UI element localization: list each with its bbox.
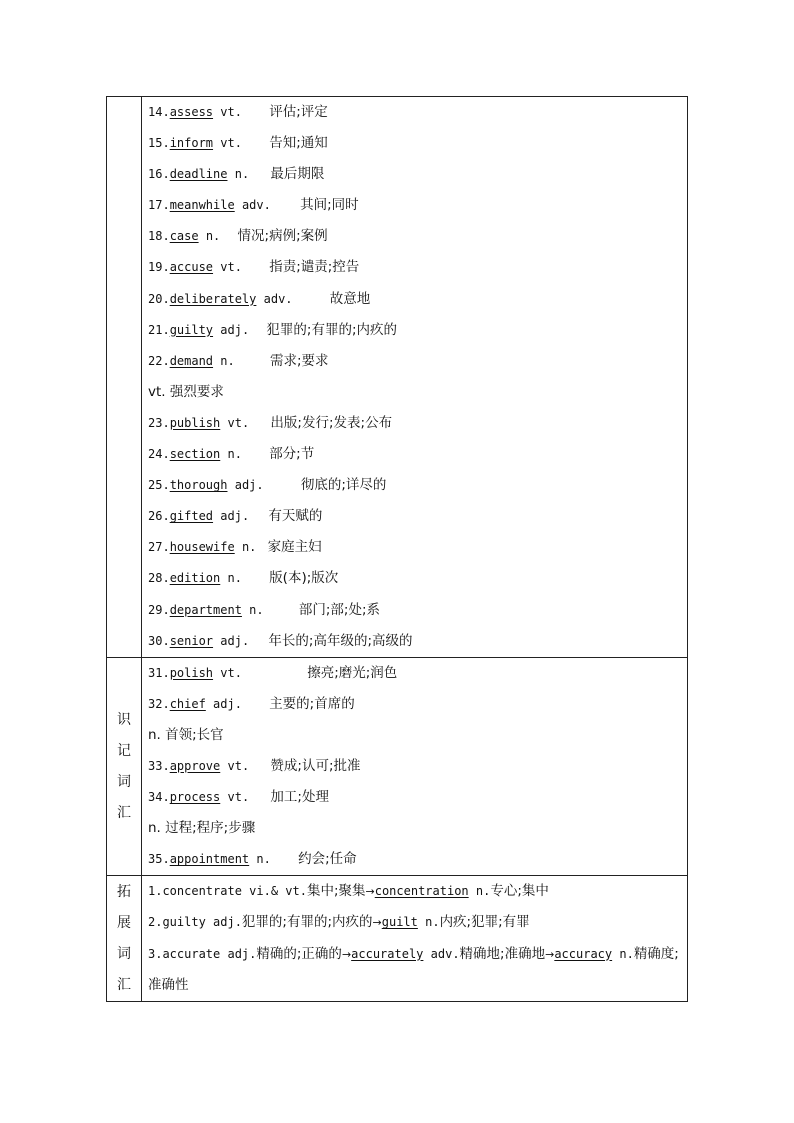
vocab-entry: [142, 501, 687, 532]
entry-meaning: 加工;处理: [270, 789, 329, 806]
entry-number: 16.: [148, 167, 170, 182]
entry-number: 32.: [148, 696, 170, 711]
entry-meaning: 精确的;正确的: [256, 945, 342, 962]
entry-number: 24.: [148, 447, 170, 462]
entry-continuation: n. 首领;长官: [148, 726, 224, 743]
vocab-entry: [142, 626, 687, 657]
entry-word: thorough: [169, 478, 228, 493]
entry-pos: n.: [220, 353, 235, 368]
vocab-entry: [142, 190, 687, 221]
section-3-label-char: 汇: [117, 976, 131, 993]
entry-number: 35.: [148, 852, 170, 867]
entry-word: edition: [169, 571, 221, 586]
vocab-entry: [142, 97, 687, 128]
vocab-entry: [142, 408, 687, 439]
entry-word: case: [169, 229, 199, 244]
entry-continuation: vt. 强烈要求: [148, 383, 224, 400]
section-3-label-char: 展: [117, 914, 131, 931]
entry-meaning: 集中;聚集: [306, 883, 366, 900]
section-3-label-char: 词: [117, 945, 131, 962]
entry-pos: vt.: [220, 105, 242, 119]
vocab-entry: [142, 844, 687, 875]
vocab-entry: [142, 128, 687, 159]
entry-number: 25.: [148, 478, 170, 493]
entry-meaning: 年长的;高年级的;高级的: [268, 632, 413, 649]
entry-meaning: 需求;要求: [269, 352, 329, 369]
vocab-entry: [142, 315, 687, 346]
extended-entry-1: [142, 876, 687, 907]
entry-word: appointment: [169, 852, 250, 867]
entry-lead: 2.guilty adj.: [148, 915, 242, 930]
entry-word: deadline: [169, 167, 228, 182]
entry-word: senior: [169, 633, 214, 648]
entry-meaning: 出版;发行;发表;公布: [270, 414, 393, 431]
entry-lead: 3.accurate adj.: [148, 946, 257, 961]
entry-word: approve: [169, 758, 221, 773]
section-3-label-char: 拓: [117, 883, 131, 900]
entry-pos: adv.: [430, 946, 460, 961]
entry-word: accuse: [169, 260, 214, 275]
entry-pos: n.: [619, 946, 634, 961]
derived-word: accuracy: [554, 946, 613, 961]
entry-meaning: 犯罪的;有罪的;内疚的: [266, 321, 398, 338]
arrow-icon: →: [545, 947, 555, 961]
entry-pos: vt.: [220, 260, 242, 275]
entry-number: 27.: [148, 540, 170, 555]
section-3-row: [107, 876, 688, 1001]
entry-number: 28.: [148, 571, 170, 586]
entry-meaning: 赞成;认可;批准: [270, 757, 361, 774]
vocab-entry: [142, 720, 687, 751]
vocab-entry: [142, 658, 687, 689]
section-2-label-cell: [107, 657, 142, 876]
entry-word: assess: [169, 105, 214, 119]
entry-word: publish: [169, 415, 221, 430]
entry-meaning: 最后期限: [270, 166, 325, 183]
vocab-entry: [142, 470, 687, 501]
entry-word: demand: [169, 353, 214, 368]
extended-entry-3-continued: [142, 970, 687, 1001]
section-1-content: [142, 97, 688, 658]
entry-number: 21.: [148, 322, 170, 337]
entry-meaning: 其间;同时: [300, 197, 359, 214]
entry-meaning: 部门;部;处;系: [298, 601, 381, 618]
entry-number: 17.: [148, 198, 170, 213]
entry-pos: n.: [256, 852, 271, 867]
entry-meaning: 犯罪的;有罪的;内疚的: [241, 914, 373, 931]
vocab-entry: [142, 813, 687, 844]
entry-meaning: 约会;任命: [298, 851, 357, 868]
entry-pos: adv.: [241, 198, 271, 213]
entry-word: housewife: [169, 540, 235, 555]
section-2-label-char: 识: [117, 711, 131, 728]
vocab-entry: [142, 377, 687, 408]
vocabulary-table: [106, 96, 688, 1002]
entry-number: 14.: [148, 105, 170, 119]
entry-meaning: 版(本);版次: [269, 570, 339, 587]
entry-number: 34.: [148, 790, 170, 805]
entry-pos: vt.: [220, 665, 242, 680]
vocab-entry: [142, 689, 687, 720]
entry-number: 26.: [148, 509, 170, 524]
entry-pos: vt.: [220, 136, 242, 151]
entry-meaning: 情况;病例;案例: [237, 228, 328, 245]
entry-word: inform: [169, 136, 214, 151]
vocab-entry: [142, 439, 687, 470]
entry-pos: n.: [425, 915, 440, 930]
entry-word: gifted: [169, 509, 214, 524]
entry-number: 33.: [148, 758, 170, 773]
entry-meaning: 擦亮;磨光;润色: [307, 664, 398, 681]
derived-word: accurately: [351, 946, 424, 961]
entry-pos: vt.: [227, 790, 250, 805]
entry-pos: n.: [241, 540, 257, 555]
vocab-entry: [142, 221, 687, 252]
section-1-label-cell: [107, 97, 142, 658]
entry-number: 31.: [148, 665, 170, 680]
entry-number: 30.: [148, 633, 170, 648]
entry-pos: n.: [234, 167, 250, 182]
vocab-entry: [142, 563, 687, 594]
entry-pos: adj.: [220, 633, 250, 648]
entry-meaning: 故意地: [329, 290, 371, 307]
vocab-entry: [142, 532, 687, 563]
vocab-entry: [142, 346, 687, 377]
entry-word: meanwhile: [169, 198, 235, 213]
entry-meaning: 告知;通知: [269, 135, 328, 152]
section-2-label-char: 词: [117, 773, 131, 790]
vocab-entry: [142, 751, 687, 782]
vocab-entry: [142, 252, 687, 283]
vocab-entry: [142, 782, 687, 813]
entry-meaning: 部分;节: [269, 446, 315, 463]
entry-meaning: 指责;谴责;控告: [269, 259, 360, 276]
entry-pos: adj.: [220, 322, 250, 337]
entry-number: 22.: [148, 353, 170, 368]
entry-word: polish: [169, 665, 214, 680]
entry-word: deliberately: [169, 291, 257, 306]
entry-meaning: 主要的;首席的: [269, 695, 355, 712]
extended-entry-3: [142, 939, 687, 970]
entry-meaning: 内疚;犯罪;有罪: [439, 914, 530, 931]
vocab-entry: [142, 284, 687, 315]
entry-word: process: [169, 790, 221, 805]
entry-number: 15.: [148, 136, 170, 151]
entry-word: chief: [169, 696, 206, 711]
entry-pos: vt.: [227, 415, 250, 430]
arrow-icon: →: [341, 947, 352, 961]
entry-meaning: 专心;集中: [490, 883, 549, 900]
entry-pos: adv.: [263, 291, 293, 306]
entry-meaning: 精确地;准确地: [459, 945, 546, 962]
section-2-label-char: 汇: [117, 804, 131, 821]
derived-word: concentration: [374, 884, 469, 899]
section-3-content: [142, 876, 688, 1001]
entry-pos: n.: [249, 602, 264, 617]
entry-pos: adj.: [234, 478, 264, 493]
entry-meaning: 家庭主妇: [267, 539, 322, 556]
entry-word: section: [169, 447, 221, 462]
entry-number: 29.: [148, 602, 170, 617]
entry-number: 23.: [148, 415, 170, 430]
entry-pos: n.: [475, 884, 491, 899]
extended-entry-2: [142, 907, 687, 938]
section-2-content: [142, 657, 688, 876]
entry-pos: adj.: [213, 696, 242, 711]
entry-pos: n.: [227, 571, 242, 586]
entry-meaning: 评估;评定: [269, 104, 328, 120]
section-2-row: [107, 657, 688, 876]
entry-number: 20.: [148, 291, 170, 306]
entry-meaning: 有天赋的: [268, 508, 323, 525]
arrow-icon: →: [372, 916, 382, 930]
section-3-label-cell: [107, 876, 142, 1001]
entry-meaning: 精确度;: [633, 945, 679, 962]
entry-meaning: 彻底的;详尽的: [300, 477, 387, 494]
section-1-row: [107, 97, 688, 658]
entry-meaning: 准确性: [148, 976, 189, 993]
entry-pos: vt.: [227, 758, 250, 773]
vocab-entry: [142, 595, 687, 626]
entry-number: 18.: [148, 229, 170, 244]
entry-continuation: n. 过程;程序;步骤: [148, 820, 256, 837]
arrow-icon: →: [365, 885, 375, 899]
section-2-label-char: 记: [117, 742, 131, 759]
vocab-entry: [142, 159, 687, 190]
entry-word: department: [169, 602, 242, 617]
entry-lead: 1.concentrate vi.& vt.: [148, 884, 307, 899]
entry-pos: n.: [227, 447, 242, 462]
entry-word: guilty: [169, 322, 214, 337]
entry-pos: n.: [205, 229, 221, 244]
entry-number: 19.: [148, 260, 170, 275]
entry-pos: adj.: [220, 509, 250, 524]
derived-word: guilt: [381, 915, 418, 930]
